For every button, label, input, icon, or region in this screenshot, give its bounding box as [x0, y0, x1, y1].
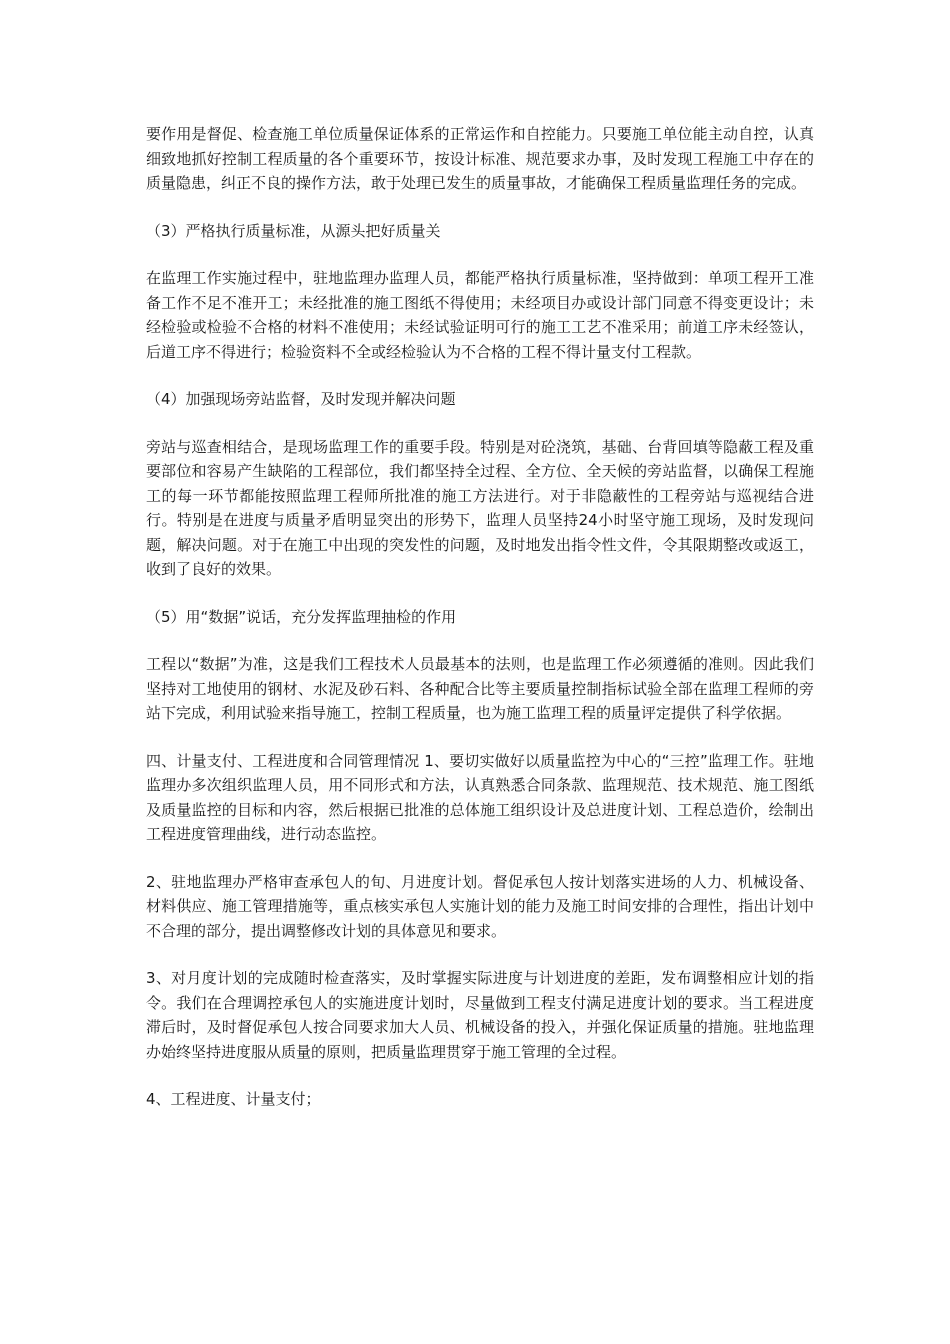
paragraph-strict-standards: 在监理工作实施过程中，驻地监理办监理人员，都能严格执行质量标准，坚持做到：单项工程开工准备工作不足不准开工；未经批准的施工图纸不得使用；未经项目办或设计部门同意不得变更设计；未经检验或检验不合格的材料不准使用；未经试验证明可行的施工工艺不准采用；前道工序未经签认，后道工序不得进行；检验资料不全或经检验认为不合格的工程不得计量支付工程款。 — [146, 269, 814, 361]
paragraph-data-driven: 工程以“数据”为准，这是我们工程技术人员最基本的法则，也是监理工作必须遵循的准则。因此我们坚持对工地使用的钢材、水泥及砂石料、各种配合比等主要质量控制指标试验全部在监理工程师的旁站下完成，利用试验来指导施工，控制工程质量，也为施工监理工程的质量评定提供了科学依据。 — [146, 655, 814, 722]
heading-onsite-supervision: （4）加强现场旁站监督，及时发现并解决问题 — [146, 390, 456, 408]
paragraph-item-two: 2、驻地监理办严格审查承包人的旬、月进度计划。督促承包人按计划落实进场的人力、机械设备、材料供应、施工管理措施等，重点核实承包人实施计划的能力及施工时间安排的合理性，指出计划中不合理的部分，提出调整修改计划的具体意见和要求。 — [146, 872, 814, 940]
paragraph-item-four: 4、工程进度、计量支付； — [146, 1090, 321, 1108]
document-body — [146, 122, 814, 1135]
paragraph-quality-system: 要作用是督促、检查施工单位质量保证体系的正常运作和自控能力。只要施工单位能主动自控，认真细致地抓好控制工程质量的各个重要环节，按设计标准、规范要求办事，及时发现工程施工中存在的质量隐患，纠正不良的操作方法，敢于处理已发生的质量事故，才能确保工程质量监理任务的完成。 — [146, 125, 814, 192]
paragraph-section-four: 四、计量支付、工程进度和合同管理情况 1、要切实做好以质量监控为中心的“三控”监理工作。驻地监理办多次组织监理人员，用不同形式和方法，认真熟悉合同条款、监理规范、技术规范、施工图纸及质量监控的目标和内容，然后根据已批准的总体施工组织设计及总进度计划、工程总造价，绘制出工程进度管理曲线，进行动态监控。 — [146, 751, 814, 843]
heading-data-driven: （5）用“数据”说话，充分发挥监理抽检的作用 — [146, 607, 457, 626]
paragraph-item-three: 3、对月度计划的完成随时检查落实，及时掌握实际进度与计划进度的差距，发布调整相应计划的指令。我们在合理调控承包人的实施进度计划时，尽量做到工程支付满足进度计划的要求。当工程进度滞后时，及时督促承包人按合同要求加大人员、机械设备的投入，并强化保证质量的措施。驻地监理办始终坚持进度服从质量的原则，把质量监理贯穿于施工管理的全过程。 — [146, 969, 814, 1061]
paragraph-onsite-supervision: 旁站与巡查相结合，是现场监理工作的重要手段。特别是对砼浇筑，基础、台背回填等隐蔽工程及重要部位和容易产生缺陷的工程部位，我们都坚持全过程、全方位、全天候的旁站监督，以确保工程施工的每一环节都能按照监理工程师所批准的施工方法进行。对于非隐蔽性的工程旁站与巡视结合进行。特别是在进度与质量矛盾明显突出的形势下，监理人员坚持24小时坚守施工现场，及时发现问题，解决问题。对于在施工中出现的突发性的问题，及时地发出指令性文件，令其限期整改或返工，收到了良好的效果。 — [146, 437, 814, 578]
heading-strict-standards: （3）严格执行质量标准，从源头把好质量关 — [146, 221, 441, 240]
